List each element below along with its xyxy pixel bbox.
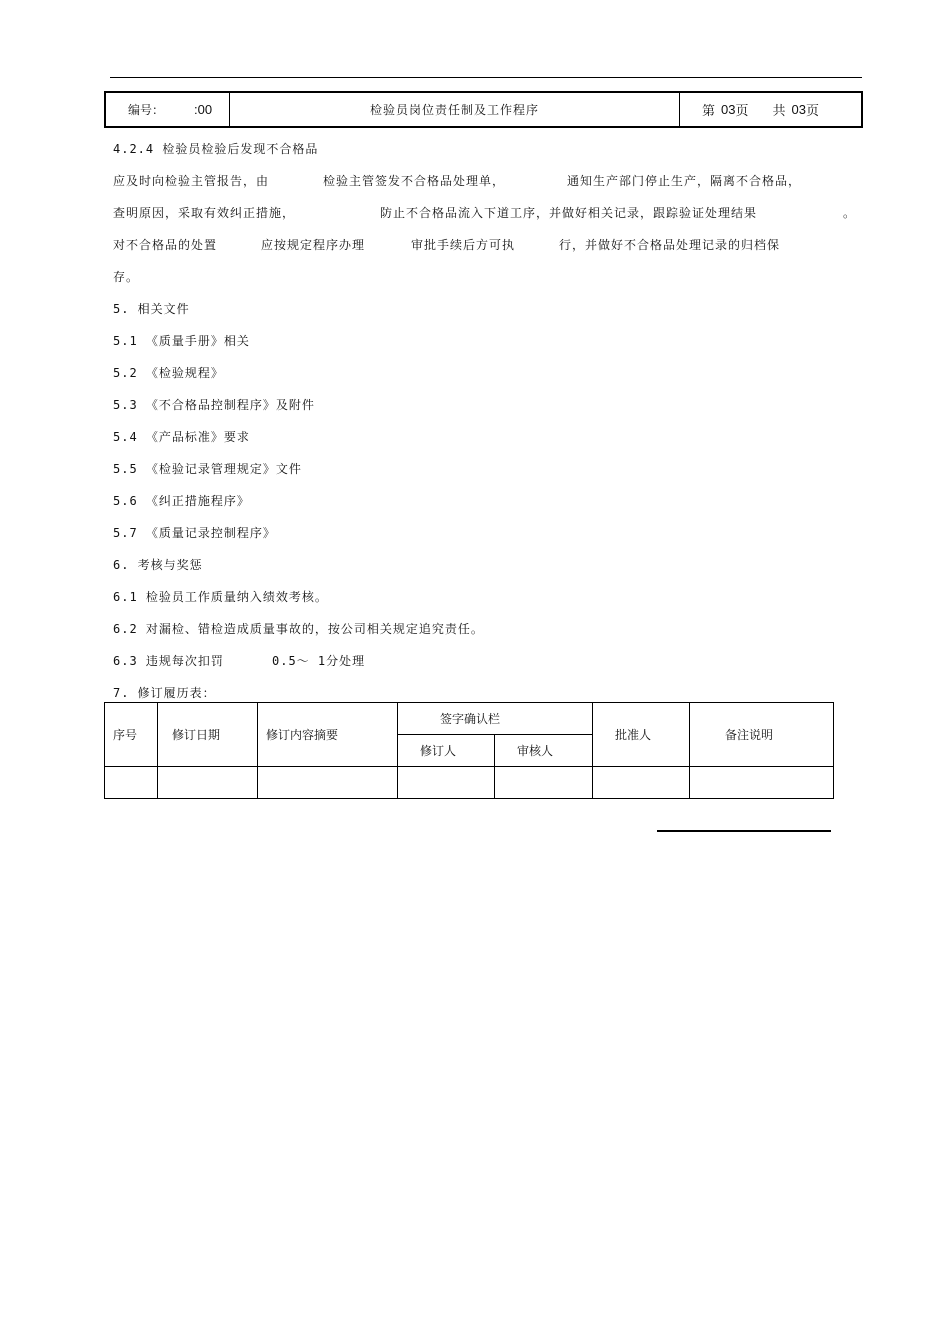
page-mid: 页: [735, 103, 749, 118]
table-row: [105, 767, 834, 799]
col-sign-b-header: 审核人: [495, 735, 593, 767]
header-top-rule: [110, 77, 862, 78]
doc-number-label: 编号：: [128, 103, 165, 117]
section-5-heading: 5. 相关文件: [113, 302, 190, 316]
p424-line2-seg1: 查明原因，采取有效纠正措施，: [113, 206, 296, 220]
table-cell: [158, 767, 258, 799]
page-total: 03: [791, 102, 806, 117]
section-5-item: 5.1 《质量手册》相关: [113, 334, 250, 348]
section-5-item: 5.3 《不合格品控制程序》及附件: [113, 398, 315, 412]
section-424-heading: 4.2.4 检验员检验后发现不合格品: [113, 142, 319, 156]
section-6-3-b: 0.5～ 1分处理: [272, 654, 366, 668]
section-6-2: 6.2 对漏检、错检造成质量事故的，按公司相关规定追究责任。: [113, 622, 484, 636]
footer-rule: [657, 830, 831, 832]
doc-title-cell: [230, 93, 680, 126]
p424-line1-seg2: 检验主管签发不合格品处理单，: [323, 174, 506, 188]
col-remark-header: 备注说明: [690, 703, 834, 767]
section-7-heading: 7. 修订履历表：: [113, 686, 216, 700]
p424-line2-seg2: 防止不合格品流入下道工序，并做好相关记录，跟踪验证处理结果: [380, 206, 758, 220]
col-approver-header: 批准人: [593, 703, 690, 767]
p424-line3-seg1: 对不合格品的处置: [113, 238, 218, 252]
col-sign-group-header: 签字确认栏: [398, 703, 593, 735]
table-cell: [690, 767, 834, 799]
table-cell: [398, 767, 495, 799]
p424-line4: 存。: [113, 270, 140, 284]
section-6-1: 6.1 检验员工作质量纳入绩效考核。: [113, 590, 328, 604]
col-date-header: 修订日期: [158, 703, 258, 767]
p424-line2-seg3: 。: [843, 206, 857, 220]
p424-line1-seg3: 通知生产部门停止生产，隔离不合格品，: [567, 174, 802, 188]
table-cell: [593, 767, 690, 799]
section-5-item: 5.2 《检验规程》: [113, 366, 224, 380]
doc-number-value: :00: [194, 102, 213, 117]
revision-record-table: [104, 702, 834, 799]
p424-line1-seg1: 应及时向检验主管报告，由: [113, 174, 270, 188]
page-prefix: 第: [702, 103, 716, 118]
section-5-item: 5.7 《质量记录控制程序》: [113, 526, 276, 540]
section-6-3-a: 6.3 违规每次扣罚: [113, 654, 224, 668]
document-header: [104, 91, 863, 128]
doc-title: 检验员岗位责任制及工作程序: [369, 103, 539, 117]
col-seq-header: 序号: [105, 703, 158, 767]
section-6-heading: 6. 考核与奖惩: [113, 558, 203, 572]
col-sign-a-header: 修订人: [398, 735, 495, 767]
page-current: 03: [721, 102, 736, 117]
p424-line3-seg2: 应按规定程序办理: [261, 238, 366, 252]
page-total-prefix: 共: [772, 103, 786, 118]
section-5-item: 5.6 《纠正措施程序》: [113, 494, 250, 508]
section-5-item: 5.5 《检验记录管理规定》文件: [113, 462, 302, 476]
table-cell: [495, 767, 593, 799]
page-info-cell: [680, 93, 861, 126]
table-cell: [258, 767, 398, 799]
col-content-header: 修订内容摘要: [258, 703, 398, 767]
p424-line3-seg3: 审批手续后方可执: [411, 238, 516, 252]
p424-line3-seg4: 行，并做好不合格品处理记录的归档保: [559, 238, 781, 252]
page-suffix: 页: [805, 103, 819, 118]
doc-number-cell: [106, 93, 230, 126]
section-5-item: 5.4 《产品标准》要求: [113, 430, 250, 444]
table-cell: [105, 767, 158, 799]
